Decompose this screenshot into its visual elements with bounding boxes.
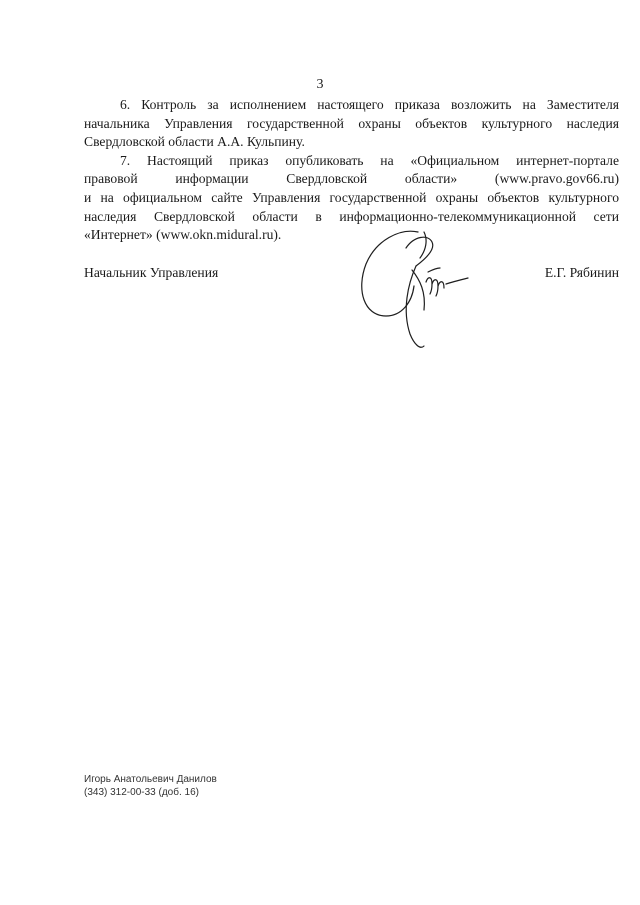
executor-phone: (343) 312-00-33 (доб. 16) [84,787,199,798]
signer-title: Начальник Управления [84,265,219,280]
page-number: 3 [316,77,324,92]
executor-name: Игорь Анатольевич Данилов [84,774,217,785]
paragraph-6-line: 6. Контроль за исполнением настоящего приказа возложить на Заместителя [120,97,619,112]
paragraph-7-line: 7. Настоящий приказ опубликовать на «Официальном интернет-портале [120,152,619,168]
paragraph-6-line: начальника Управления государственной охраны объектов культурного наследия [84,115,619,131]
paragraph-7-line: и на официальном сайте Управления государственной охраны объектов культурного [84,189,619,205]
signer-name: Е.Г. Рябинин [544,265,619,280]
paragraph-7-line: наследия Свердловской области в информационно-телекоммуникационной сети [84,208,619,224]
paragraph-6-line: Свердловской области А.А. Кульпину. [84,134,305,150]
paragraph-6 [84,96,619,152]
handwritten-signature [340,218,480,358]
paragraph-7-line: «Интернет» (www.okn.midural.ru). [84,227,282,243]
executor-contact [84,773,217,799]
paragraph-7-line: правовой информации Свердловской области» (www.pravo.gov66.ru) [84,171,619,187]
